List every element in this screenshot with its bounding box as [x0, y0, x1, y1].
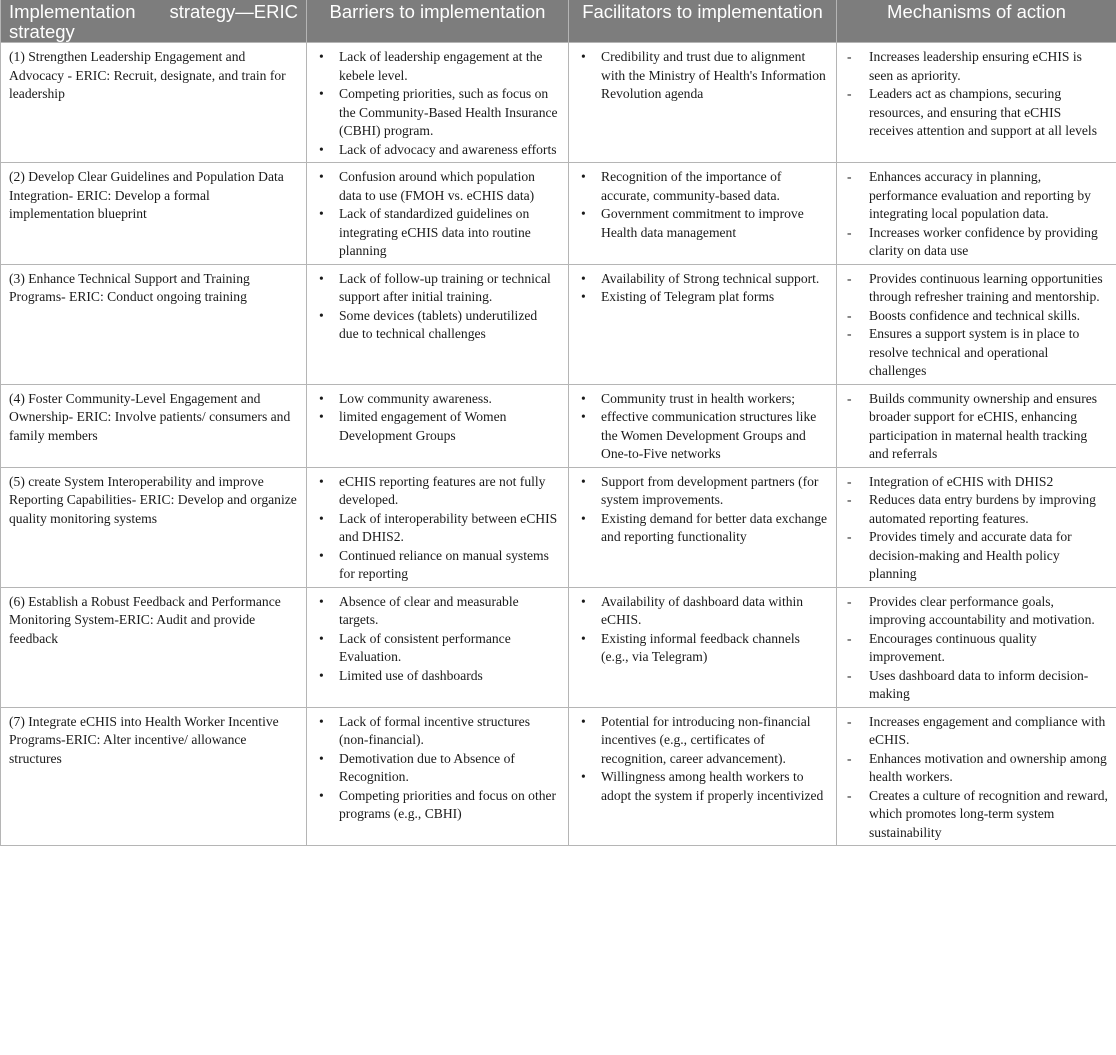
strategy-cell: (7) Integrate eCHIS into Health Worker Incentive Programs-ERIC: Alter incentive/ allowance structures [1, 707, 307, 846]
barrier-list [315, 473, 560, 584]
facilitator-item: • effective communication structures like the Women Development Groups and One-to-Five networks [577, 408, 828, 464]
facilitator-list [577, 473, 828, 547]
facilitator-list [577, 713, 828, 806]
facilitators-cell [569, 384, 837, 467]
facilitators-cell [569, 43, 837, 163]
barrier-item: • limited engagement of Women Development Groups [315, 408, 560, 445]
facilitator-item: • Government commitment to improve Health data management [577, 205, 828, 242]
barriers-cell [307, 707, 569, 846]
mechanism-item: - Enhances accuracy in planning, performance evaluation and reporting by integrating local population data. [845, 168, 1108, 224]
mechanism-list [845, 168, 1108, 261]
facilitator-item: • Community trust in health workers; [577, 390, 828, 409]
facilitator-list [577, 390, 828, 464]
strategy-cell: (4) Foster Community-Level Engagement and Ownership- ERIC: Involve patients/ consumers and family members [1, 384, 307, 467]
facilitator-item: • Availability of Strong technical support. [577, 270, 828, 289]
strategy-cell: (5) create System Interoperability and improve Reporting Capabilities- ERIC: Develop and organize quality monitoring systems [1, 467, 307, 587]
barrier-item: • Lack of leadership engagement at the kebele level. [315, 48, 560, 85]
facilitators-cell [569, 707, 837, 846]
facilitator-list [577, 48, 828, 104]
mechanism-item: - Increases engagement and compliance with eCHIS. [845, 713, 1108, 750]
mechanism-list [845, 270, 1108, 381]
barriers-cell [307, 587, 569, 707]
mechanisms-cell [837, 264, 1116, 384]
strategy-cell: (6) Establish a Robust Feedback and Performance Monitoring System-ERIC: Audit and provide feedback [1, 587, 307, 707]
barriers-cell [307, 163, 569, 265]
facilitators-cell [569, 264, 837, 384]
barrier-item: • Continued reliance on manual systems for reporting [315, 547, 560, 584]
mechanism-item: - Reduces data entry burdens by improving automated reporting features. [845, 491, 1108, 528]
barrier-item: • Some devices (tablets) underutilized due to technical challenges [315, 307, 560, 344]
mechanism-list [845, 713, 1108, 843]
mechanism-item: - Creates a culture of recognition and reward, which promotes long-term system sustainability [845, 787, 1108, 843]
facilitator-list [577, 270, 828, 307]
facilitators-cell [569, 467, 837, 587]
table-row [1, 264, 1116, 384]
header-mechanisms: Mechanisms of action [837, 0, 1116, 43]
barriers-cell [307, 384, 569, 467]
table-row [1, 384, 1116, 467]
barrier-item: • Lack of formal incentive structures (non-financial). [315, 713, 560, 750]
table-row [1, 43, 1116, 163]
barrier-item: • Demotivation due to Absence of Recognition. [315, 750, 560, 787]
barrier-list [315, 593, 560, 686]
facilitator-item: • Existing of Telegram plat forms [577, 288, 828, 307]
mechanisms-cell [837, 43, 1116, 163]
facilitator-item: • Support from development partners (for system improvements. [577, 473, 828, 510]
header-facilitators: Facilitators to implementation [569, 0, 837, 43]
mechanism-item: - Provides continuous learning opportunities through refresher training and mentorship. [845, 270, 1108, 307]
facilitator-item: • Credibility and trust due to alignment with the Ministry of Health's Information Revolution agenda [577, 48, 828, 104]
mechanism-list [845, 593, 1108, 704]
mechanism-list [845, 390, 1108, 464]
barrier-item: • Lack of follow-up training or technical support after initial training. [315, 270, 560, 307]
mechanism-item: - Leaders act as champions, securing resources, and ensuring that eCHIS receives attention and support at all levels [845, 85, 1108, 141]
barriers-cell [307, 264, 569, 384]
facilitator-item: • Availability of dashboard data within eCHIS. [577, 593, 828, 630]
mechanisms-cell [837, 707, 1116, 846]
barrier-list [315, 270, 560, 344]
barrier-item: • Absence of clear and measurable targets. [315, 593, 560, 630]
facilitators-cell [569, 163, 837, 265]
facilitator-list [577, 593, 828, 667]
mechanism-list [845, 473, 1108, 584]
facilitator-item: • Existing demand for better data exchange and reporting functionality [577, 510, 828, 547]
barrier-list [315, 168, 560, 261]
mechanism-item: - Enhances motivation and ownership among health workers. [845, 750, 1108, 787]
barrier-item: • Competing priorities, such as focus on the Community-Based Health Insurance (CBHI) program. [315, 85, 560, 141]
strategy-cell: (1) Strengthen Leadership Engagement and Advocacy - ERIC: Recruit, designate, and train for leadership [1, 43, 307, 163]
barrier-item: • Confusion around which population data to use (FMOH vs. eCHIS data) [315, 168, 560, 205]
barrier-item: • Lack of consistent performance Evaluation. [315, 630, 560, 667]
table-row [1, 163, 1116, 265]
barrier-item: • Competing priorities and focus on other programs (e.g., CBHI) [315, 787, 560, 824]
mechanisms-cell [837, 384, 1116, 467]
facilitator-item: • Recognition of the importance of accurate, community-based data. [577, 168, 828, 205]
facilitator-list [577, 168, 828, 242]
table-row [1, 707, 1116, 846]
mechanism-item: - Provides clear performance goals, improving accountability and motivation. [845, 593, 1108, 630]
strategy-cell: (3) Enhance Technical Support and Training Programs- ERIC: Conduct ongoing training [1, 264, 307, 384]
mechanisms-cell [837, 163, 1116, 265]
barrier-item: • Limited use of dashboards [315, 667, 560, 686]
table-row [1, 587, 1116, 707]
mechanism-item: - Increases worker confidence by providing clarity on data use [845, 224, 1108, 261]
facilitators-cell [569, 587, 837, 707]
barriers-cell [307, 467, 569, 587]
header-strategy: Implementation strategy—ERIC strategy [1, 0, 307, 43]
mechanisms-cell [837, 467, 1116, 587]
barrier-item: • Lack of standardized guidelines on integrating eCHIS data into routine planning [315, 205, 560, 261]
mechanisms-cell [837, 587, 1116, 707]
mechanism-item: - Provides timely and accurate data for decision-making and Health policy planning [845, 528, 1108, 584]
barrier-list [315, 48, 560, 159]
facilitator-item: • Existing informal feedback channels (e.g., via Telegram) [577, 630, 828, 667]
barrier-list [315, 713, 560, 824]
mechanism-item: - Boosts confidence and technical skills. [845, 307, 1108, 326]
barrier-item: • eCHIS reporting features are not fully developed. [315, 473, 560, 510]
header-row [1, 0, 1116, 43]
strategy-cell: (2) Develop Clear Guidelines and Population Data Integration- ERIC: Develop a formal implementation blueprint [1, 163, 307, 265]
mechanism-item: - Ensures a support system is in place to resolve technical and operational challenges [845, 325, 1108, 381]
barrier-list [315, 390, 560, 446]
mechanism-list [845, 48, 1108, 141]
mechanism-item: - Uses dashboard data to inform decision-making [845, 667, 1108, 704]
facilitator-item: • Willingness among health workers to adopt the system if properly incentivized [577, 768, 828, 805]
barrier-item: • Low community awareness. [315, 390, 560, 409]
barriers-cell [307, 43, 569, 163]
barrier-item: • Lack of advocacy and awareness efforts [315, 141, 560, 160]
header-barriers: Barriers to implementation [307, 0, 569, 43]
table-row [1, 467, 1116, 587]
facilitator-item: • Potential for introducing non-financial incentives (e.g., certificates of recognition, career advancement). [577, 713, 828, 769]
mechanism-item: - Builds community ownership and ensures broader support for eCHIS, enhancing participation in maternal health tracking and referrals [845, 390, 1108, 464]
mechanism-item: - Integration of eCHIS with DHIS2 [845, 473, 1108, 492]
mechanism-item: - Encourages continuous quality improvement. [845, 630, 1108, 667]
barrier-item: • Lack of interoperability between eCHIS and DHIS2. [315, 510, 560, 547]
mechanism-item: - Increases leadership ensuring eCHIS is seen as apriority. [845, 48, 1108, 85]
